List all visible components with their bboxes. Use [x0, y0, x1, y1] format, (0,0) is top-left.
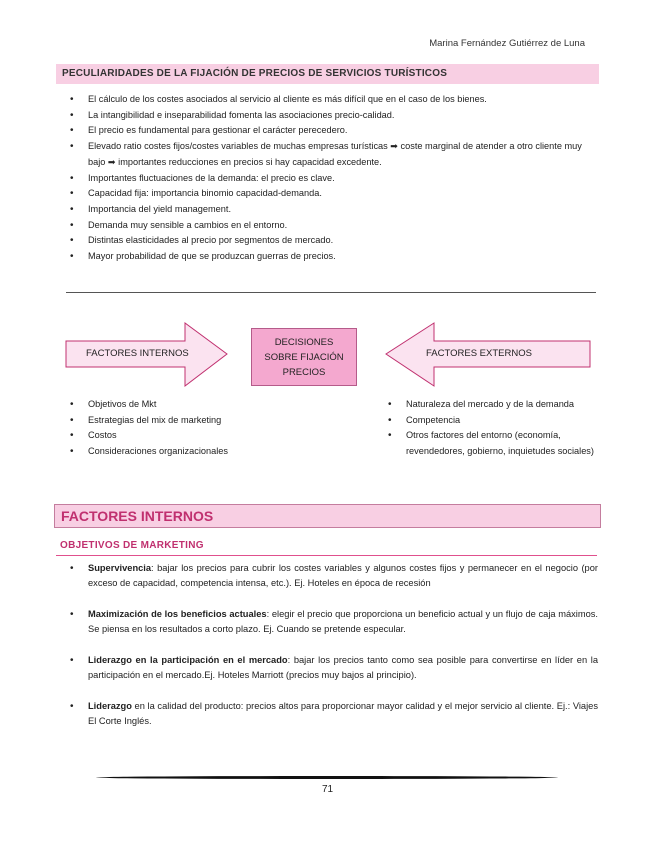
list-item: • Competencia	[386, 413, 601, 429]
list-item: • Costos	[68, 428, 268, 444]
objective-term: Liderazgo en la participación en el mercado	[88, 655, 288, 665]
list-item: • Distintas elasticidades al precio por segmentos de mercado.	[68, 233, 598, 249]
list-item: • Mayor probabilidad de que se produzcan guerras de precios.	[68, 249, 598, 265]
factores-externos-label: FACTORES EXTERNOS	[426, 348, 532, 359]
list-item: • Elevado ratio costes fijos/costes variables de muchas empresas turísticas ➡ coste marginal de atender a otro cliente muy bajo ➡ importantes reducciones en precios si hay capacidad excedente.	[68, 139, 598, 170]
objective-text: : elegir el precio que proporciona un beneficio actual y un flujo de caja máximos. Se piensa en los resultados a corto plazo. Ej. Cuando se pretende especular.	[88, 609, 598, 635]
factores-externos-list	[386, 397, 601, 459]
footer-divider	[96, 776, 558, 779]
objective-term: Supervivencia	[88, 563, 152, 573]
list-item: • Capacidad fija: importancia binomio capacidad-demanda.	[68, 186, 598, 202]
decisiones-box	[251, 328, 357, 386]
list-item: • Estrategias del mix de marketing	[68, 413, 268, 429]
list-item: • Demanda muy sensible a cambios en el entorno.	[68, 218, 598, 234]
list-item: • Importantes fluctuaciones de la demanda: el precio es clave.	[68, 171, 598, 187]
list-item: • Objetivos de Mkt	[68, 397, 268, 413]
objective-text: en la calidad del producto: precios altos para proporcionar mayor calidad y el mejor servicio al cliente. Ej.: Viajes El Corte Inglés.	[88, 701, 598, 727]
objective-item	[68, 561, 598, 592]
list-item: • Naturaleza del mercado y de la demanda	[386, 397, 601, 413]
author-name: Marina Fernández Gutiérrez de Luna	[429, 38, 585, 49]
subtitle-underline	[56, 555, 597, 556]
list-item: • Consideraciones organizacionales	[68, 444, 268, 460]
objective-item	[68, 699, 598, 730]
list-item: • Importancia del yield management.	[68, 202, 598, 218]
list-item: • Otros factores del entorno (economía, revendedores, gobierno, inquietudes sociales)	[386, 428, 601, 459]
objective-text: : bajar los precios tanto como sea posible para convertirse en líder en la participación en el mercado.Ej. Hoteles Marriott (precios muy bajos al principio).	[88, 655, 598, 681]
factores-internos-label: FACTORES INTERNOS	[86, 348, 189, 359]
list-item: • La intangibilidad e inseparabilidad fomenta las asociaciones precio-calidad.	[68, 108, 598, 124]
factores-internos-list	[68, 397, 268, 459]
objective-item	[68, 653, 598, 684]
subtitle-objetivos: OBJETIVOS DE MARKETING	[60, 540, 204, 551]
objective-term: Liderazgo	[88, 701, 132, 711]
decisiones-label: DECISIONES SOBRE FIJACIÓN PRECIOS	[264, 336, 344, 378]
objective-term: Maximización de los beneficios actuales	[88, 609, 267, 619]
page-number: 71	[321, 784, 334, 795]
section-title-factores-internos: FACTORES INTERNOS	[54, 504, 601, 528]
section-title-peculiaridades: PECULIARIDADES DE LA FIJACIÓN DE PRECIOS DE SERVICIOS TURÍSTICOS	[56, 64, 599, 84]
objective-item	[68, 607, 598, 638]
list-item: • El cálculo de los costes asociados al servicio al cliente es más difícil que en el caso de los bienes.	[68, 92, 598, 108]
list-item: • El precio es fundamental para gestionar el carácter perecedero.	[68, 123, 598, 139]
objective-text: : bajar los precios para cubrir los costes variables y algunos costes fijos y permanecer en el negocio (por exceso de capacidad, competencia intensa, etc.). Ej. Hoteles en época de recesión	[88, 563, 598, 589]
